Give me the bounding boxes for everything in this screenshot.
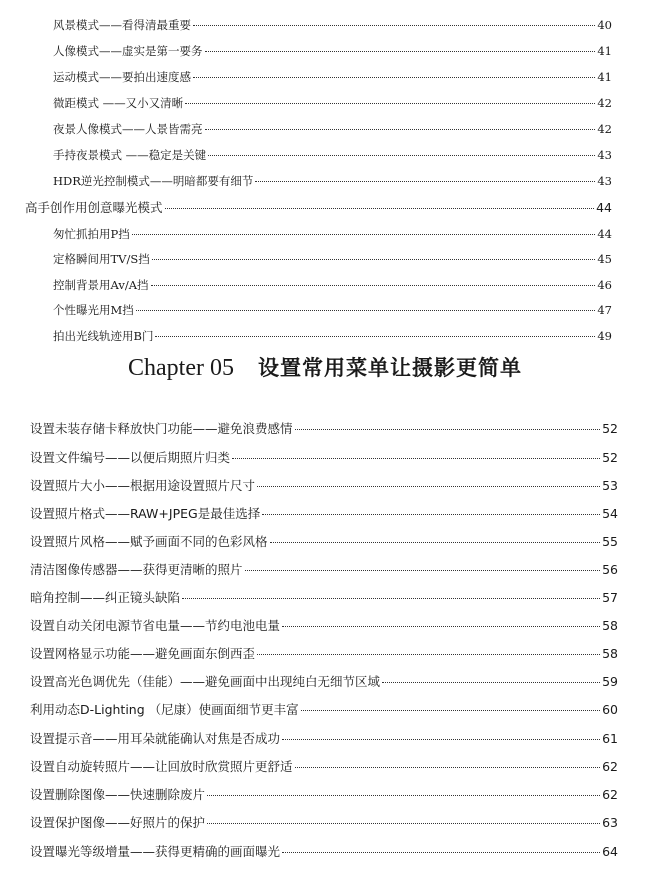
entry-page: 43 bbox=[597, 174, 612, 188]
toc-entry bbox=[30, 729, 618, 747]
entry-title: HDR逆光控制模式——明暗都要有细节 bbox=[53, 174, 254, 188]
leader-dots bbox=[295, 429, 601, 430]
leader-dots bbox=[257, 486, 600, 487]
leader-dots bbox=[207, 823, 600, 824]
leader-dots bbox=[207, 795, 600, 796]
entry-title: 设置曝光等级增量——获得更精确的画面曝光 bbox=[30, 844, 281, 859]
entry-title: 手持夜景模式 ——稳定是关键 bbox=[53, 148, 207, 162]
toc-entry bbox=[30, 785, 618, 803]
entry-title: 匆忙抓拍用P挡 bbox=[53, 227, 130, 241]
entry-page: 46 bbox=[597, 278, 612, 292]
toc-entry bbox=[53, 17, 612, 33]
entry-page: 58 bbox=[602, 618, 618, 633]
leader-dots bbox=[282, 852, 600, 853]
leader-dots bbox=[257, 654, 600, 655]
toc-entry bbox=[53, 328, 612, 344]
entry-title: 人像模式——虚实是第一要务 bbox=[53, 44, 203, 58]
leader-dots bbox=[205, 129, 596, 130]
toc-entry bbox=[30, 700, 618, 718]
toc-entry bbox=[53, 173, 612, 189]
toc-entry bbox=[53, 121, 612, 137]
entry-page: 41 bbox=[597, 70, 612, 84]
entry-page: 54 bbox=[602, 506, 618, 521]
leader-dots bbox=[295, 767, 601, 768]
leader-dots bbox=[282, 739, 600, 740]
toc-entry bbox=[53, 69, 612, 85]
toc-entry bbox=[30, 813, 618, 831]
entry-page: 63 bbox=[602, 815, 618, 830]
entry-title: 设置提示音——用耳朵就能确认对焦是否成功 bbox=[30, 731, 281, 746]
toc-entry bbox=[30, 757, 618, 775]
leader-dots bbox=[262, 514, 600, 515]
toc-entry bbox=[53, 251, 612, 267]
leader-dots bbox=[193, 77, 595, 78]
toc-entry bbox=[53, 43, 612, 59]
entry-title: 设置照片大小——根据用途设置照片尺寸 bbox=[30, 478, 256, 493]
entry-page: 52 bbox=[602, 421, 618, 436]
entry-title: 高手创作用创意曝光模式 bbox=[25, 200, 163, 215]
entry-page: 57 bbox=[602, 590, 618, 605]
chapter-title: 设置常用菜单让摄影更简单 bbox=[257, 356, 522, 380]
leader-dots bbox=[165, 208, 595, 209]
entry-page: 42 bbox=[597, 122, 612, 136]
toc-entry bbox=[53, 147, 612, 163]
entry-title: 暗角控制——纠正镜头缺陷 bbox=[30, 590, 181, 605]
toc-entry bbox=[30, 588, 618, 606]
entry-title: 设置删除图像——快速删除废片 bbox=[30, 787, 206, 802]
entry-title: 设置保护图像——好照片的保护 bbox=[30, 815, 206, 830]
entry-title: 个性曝光用M挡 bbox=[53, 303, 134, 317]
toc-entry bbox=[53, 302, 612, 318]
leader-dots bbox=[151, 285, 596, 286]
toc-entry bbox=[30, 672, 618, 690]
toc-entry bbox=[30, 476, 618, 494]
entry-page: 41 bbox=[597, 44, 612, 58]
chapter-number: Chapter 05 bbox=[128, 355, 234, 381]
leader-dots bbox=[270, 542, 601, 543]
entry-title: 设置网格显示功能——避免画面东倒西歪 bbox=[30, 646, 256, 661]
entry-page: 52 bbox=[602, 450, 618, 465]
entry-title: 设置文件编号——以便后期照片归类 bbox=[30, 450, 231, 465]
entry-page: 43 bbox=[597, 148, 612, 162]
leader-dots bbox=[132, 234, 596, 235]
toc-entry bbox=[30, 842, 618, 860]
leader-dots bbox=[208, 155, 595, 156]
leader-dots bbox=[185, 103, 595, 104]
leader-dots bbox=[155, 336, 595, 337]
entry-title: 拍出光线轨迹用B门 bbox=[53, 329, 154, 343]
entry-page: 55 bbox=[602, 534, 618, 549]
entry-title: 夜景人像模式——人景皆需亮 bbox=[53, 122, 203, 136]
toc-entry bbox=[30, 616, 618, 634]
entry-title: 设置自动关闭电源节省电量——节约电池电量 bbox=[30, 618, 281, 633]
toc-entry bbox=[53, 277, 612, 293]
entry-page: 58 bbox=[602, 646, 618, 661]
entry-title: 设置高光色调优先（佳能）——避免画面中出现纯白无细节区域 bbox=[30, 674, 381, 689]
chapter-heading bbox=[0, 352, 650, 382]
entry-title: 设置未装存储卡释放快门功能——避免浪费感情 bbox=[30, 421, 293, 436]
entry-page: 59 bbox=[602, 674, 618, 689]
leader-dots bbox=[301, 710, 600, 711]
entry-page: 64 bbox=[602, 844, 618, 859]
leader-dots bbox=[255, 181, 595, 182]
leader-dots bbox=[152, 259, 596, 260]
toc-entry bbox=[30, 532, 618, 550]
toc-entry bbox=[30, 560, 618, 578]
leader-dots bbox=[282, 626, 600, 627]
entry-title: 运动模式——要拍出速度感 bbox=[53, 70, 191, 84]
leader-dots bbox=[232, 458, 600, 459]
toc-entry bbox=[30, 448, 618, 466]
entry-title: 定格瞬间用TV/S挡 bbox=[53, 252, 150, 266]
toc-entry bbox=[30, 504, 618, 522]
entry-title: 设置照片风格——赋予画面不同的色彩风格 bbox=[30, 534, 268, 549]
toc-entry bbox=[30, 419, 618, 437]
entry-page: 44 bbox=[596, 200, 612, 215]
toc-entry bbox=[30, 644, 618, 662]
toc-entry bbox=[53, 95, 612, 111]
entry-title: 微距模式 ——又小又清晰 bbox=[53, 96, 184, 110]
entry-page: 47 bbox=[597, 303, 612, 317]
entry-page: 45 bbox=[597, 252, 612, 266]
leader-dots bbox=[193, 25, 595, 26]
entry-page: 62 bbox=[602, 787, 618, 802]
entry-title: 风景模式——看得清最重要 bbox=[53, 18, 191, 32]
leader-dots bbox=[205, 51, 596, 52]
entry-page: 60 bbox=[602, 702, 618, 717]
entry-title: 控制背景用Av/A挡 bbox=[53, 278, 149, 292]
entry-page: 61 bbox=[602, 731, 618, 746]
entry-title: 利用动态D-Lighting （尼康）使画面细节更丰富 bbox=[30, 702, 299, 717]
entry-page: 42 bbox=[597, 96, 612, 110]
entry-title: 设置自动旋转照片——让回放时欣赏照片更舒适 bbox=[30, 759, 293, 774]
entry-page: 53 bbox=[602, 478, 618, 493]
entry-page: 44 bbox=[597, 227, 612, 241]
entry-title: 清洁图像传感器——获得更清晰的照片 bbox=[30, 562, 243, 577]
entry-page: 40 bbox=[597, 18, 612, 32]
leader-dots bbox=[245, 570, 601, 571]
entry-page: 56 bbox=[602, 562, 618, 577]
entry-page: 49 bbox=[597, 329, 612, 343]
toc-entry bbox=[53, 226, 612, 242]
leader-dots bbox=[382, 682, 600, 683]
entry-title: 设置照片格式——RAW+JPEG是最佳选择 bbox=[30, 506, 261, 521]
entry-page: 62 bbox=[602, 759, 618, 774]
leader-dots bbox=[136, 310, 596, 311]
leader-dots bbox=[182, 598, 600, 599]
toc-section-heading bbox=[25, 198, 612, 216]
